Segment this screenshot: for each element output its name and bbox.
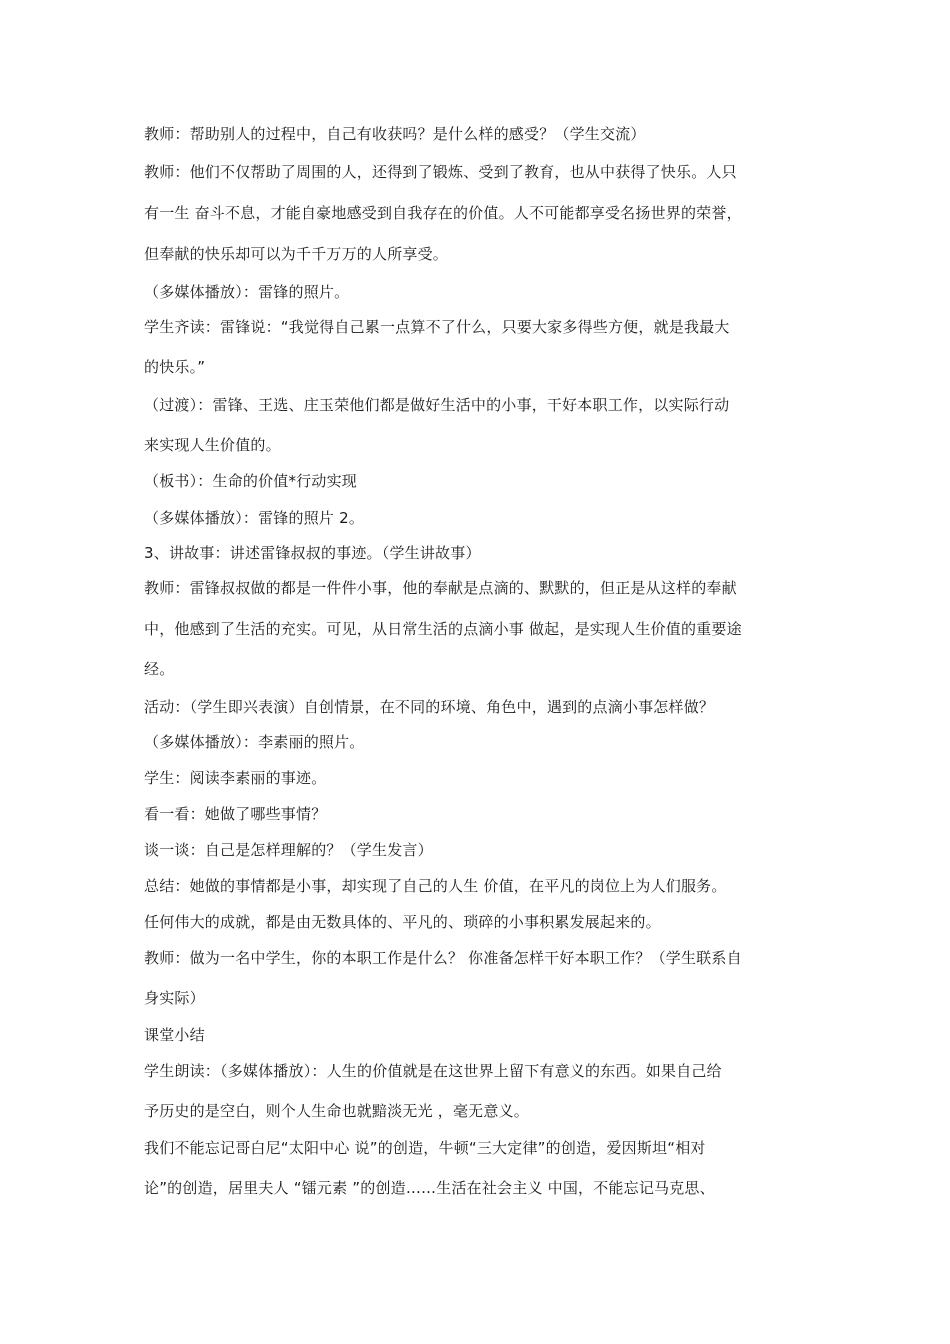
text-line: 教师：帮助别人的过程中，自己有收获吗？是什么样的感受？（学生交流） xyxy=(144,125,646,143)
text-line: 学生朗读：（多媒体播放）：人生的价值就是在这世界上留下有意义的东西。如果自己给 xyxy=(144,1062,722,1080)
text-line: （板书）：生命的价值*行动实现 xyxy=(144,472,358,490)
text-line: 的快乐。” xyxy=(144,358,206,376)
text-line: 3、讲故事：讲述雷锋叔叔的事迹。（学生讲故事） xyxy=(144,544,481,562)
text-line: 论”的创造，居里夫人 “镭元素 ”的创造……生活在社会主义 中国，不能忘记马克思、 xyxy=(144,1179,715,1197)
text-line: 任何伟大的成就，都是由无数具体的、平凡的、琐碎的小事积累发展起来的。 xyxy=(144,913,661,931)
text-line: 教师：做为一名中学生，你的本职工作是什么？ 你准备怎样干好本职工作？（学生联系自 xyxy=(144,949,742,967)
text-line: 经。 xyxy=(144,660,175,678)
text-line: （多媒体播放）：雷锋的照片。 xyxy=(144,283,350,301)
text-line: 总结：她做的事情都是小事，却实现了自己的人生 价值，在平凡的岗位上为人们服务。 xyxy=(144,877,727,895)
text-line: 予历史的是空白，则个人生命也就黯淡无光 ，毫无意义。 xyxy=(144,1102,529,1120)
text-line: 谈一谈：自己是怎样理解的？（学生发言） xyxy=(144,841,433,859)
text-line: 来实现人生价值的。 xyxy=(144,436,281,454)
section-heading: 课堂小结 xyxy=(144,1026,205,1044)
text-line: 看一看：她做了哪些事情？ xyxy=(144,805,327,823)
text-line: 中，他感到了生活的充实。可见，从日常生活的点滴小事 做起，是实现人生价值的重要途 xyxy=(144,620,742,638)
text-line: 我们不能忘记哥白尼“太阳中心 说”的创造，牛顿“三大定律”的创造，爱因斯坦“相对 xyxy=(144,1139,706,1157)
text-line: （多媒体播放）：李素丽的照片。 xyxy=(144,733,365,751)
text-line: 学生齐读：雷锋说：“我觉得自己累一点算不了什么，只要大家多得些方便，就是我最大 xyxy=(144,318,730,336)
text-line: 但奉献的快乐却可以为千千万万的人所享受。 xyxy=(144,245,449,263)
text-line: 身实际） xyxy=(144,989,205,1007)
text-line: 教师：他们不仅帮助了周围的人，还得到了锻炼、受到了教育，也从中获得了快乐。人只 xyxy=(144,163,737,181)
text-line: 教师：雷锋叔叔做的都是一件件小事，他的奉献是点滴的、默默的，但正是从这样的奉献 xyxy=(144,579,737,597)
text-line: （过渡）：雷锋、王选、庄玉荣他们都是做好生活中的小事，干好本职工作，以实际行动 xyxy=(144,396,730,414)
text-line: 学生：阅读李素丽的事迹。 xyxy=(144,769,327,787)
text-line: （多媒体播放）：雷锋的照片 2。 xyxy=(144,509,365,527)
text-line: 活动：（学生即兴表演）自创情景，在不同的环境、角色中，遇到的点滴小事怎样做？ xyxy=(144,698,715,716)
text-line: 有一生 奋斗不息，才能自豪地感受到自我存在的价值。人不可能都享受名扬世界的荣誉， xyxy=(144,204,742,222)
